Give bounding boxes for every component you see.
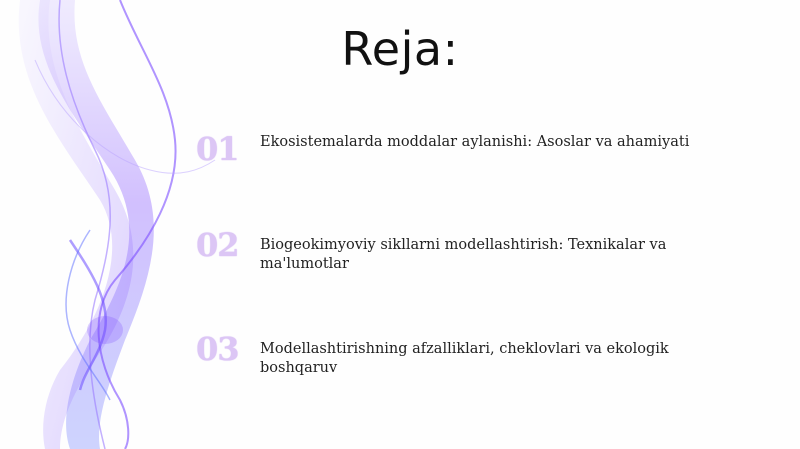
agenda-item-text: Biogeokimyoviy sikllarni modellashtirish: Texnikalar va ma'lumotlar (260, 237, 667, 272)
agenda-item (196, 330, 716, 390)
agenda-item-number: 03 (196, 330, 239, 368)
agenda-item-text: Ekosistemalarda moddalar aylanishi: Asoslar va ahamiyati (260, 134, 690, 150)
agenda-item-text: Modellashtirishning afzalliklari, cheklovlari va ekologik boshqaruv (260, 341, 669, 376)
agenda-item (196, 130, 716, 190)
agenda-item (196, 226, 716, 286)
slide-title: Reja: (341, 22, 459, 76)
agenda-item-number: 02 (196, 226, 239, 264)
agenda-item-number: 01 (196, 130, 239, 168)
